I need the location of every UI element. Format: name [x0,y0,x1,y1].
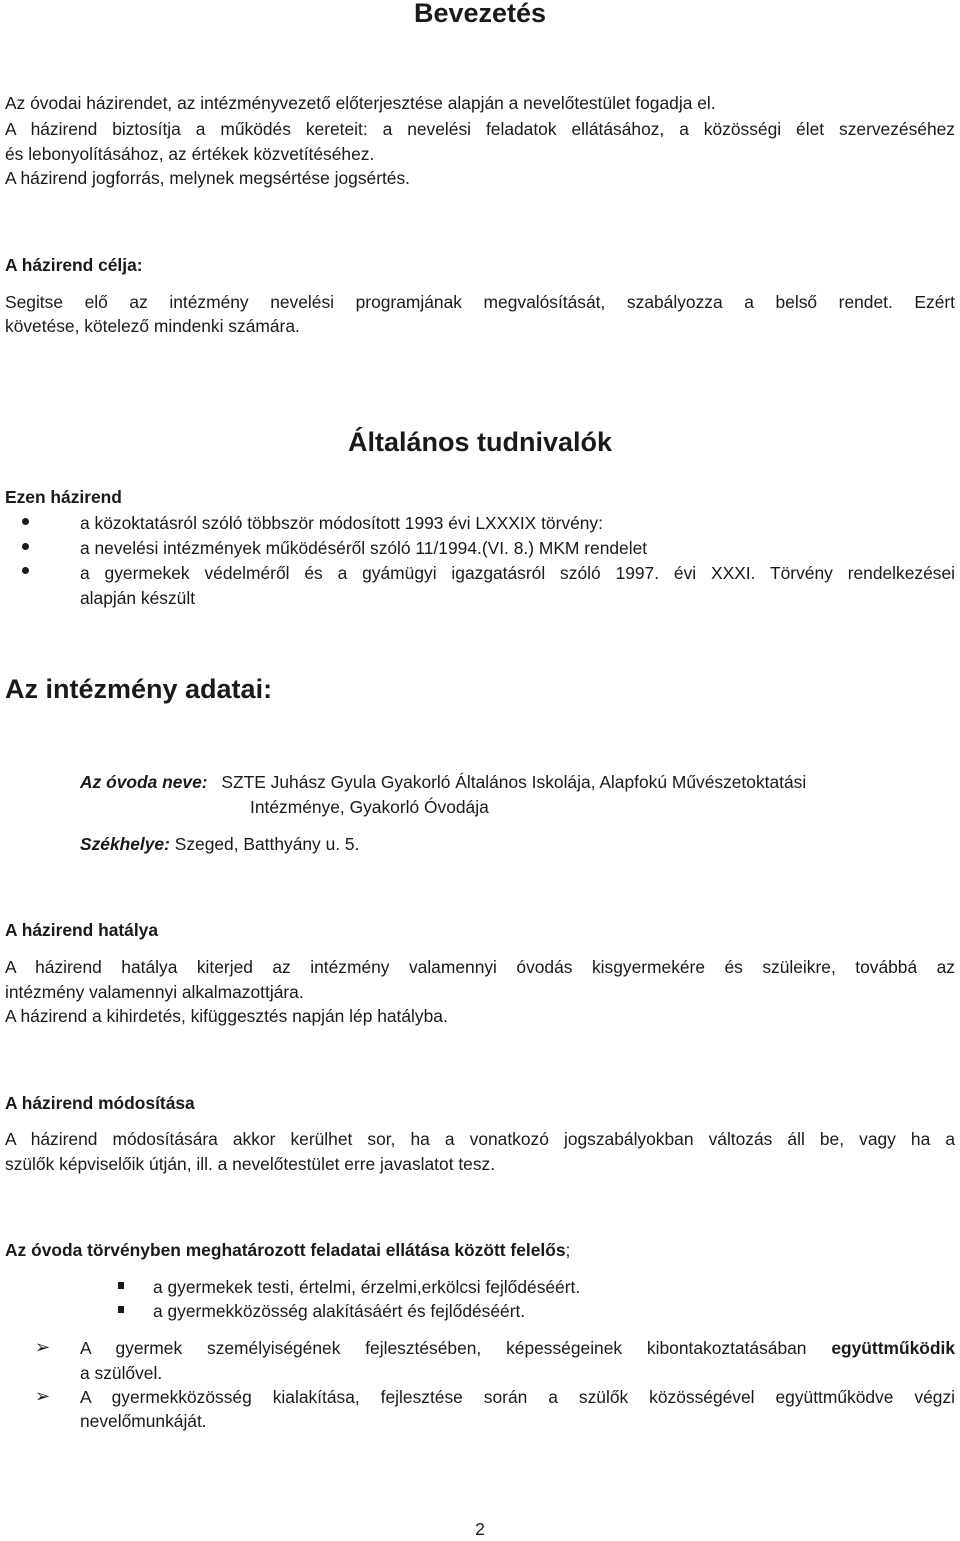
duties-arrow-item-1-bold: együttműködik [831,1338,955,1358]
duties-arrow-item-1-line-1 [80,1336,955,1360]
general-intro: Ezen házirend [5,487,122,507]
institution-seat-label: Székhelye: [80,834,170,854]
goal-line-1: Segitse elő az intézmény nevelési programjának megvalósítását, szabályozza a belső rendet. Ezért [5,292,955,312]
scope-heading: A házirend hatálya [5,920,159,940]
intro-line-3: és lebonyolításához, az értékek közvetítéséhez. [5,144,375,164]
institution-seat-value: Szeged, Batthyány u. 5. [174,834,360,854]
square-bullet-icon [118,1282,124,1289]
intro-line-4: A házirend jogforrás, melynek megsértése jogsértés. [5,168,411,188]
bullet-dot-icon [22,543,29,550]
general-heading: Általános tudnivalók [347,427,613,457]
duties-square-item-2: a gyermekközösség alakításáért és fejlődéséért. [153,1301,526,1321]
duties-arrow-item-2-line-2: nevelőmunkáját. [80,1411,207,1431]
duties-square-item-1: a gyermekek testi, értelmi, érzelmi,erkölcsi fejlődéséért. [153,1277,581,1297]
goal-heading: A házirend célja: [5,255,143,275]
general-item-3: a gyermekek védelméről és a gyámügyi igazgatásról szóló 1997. évi XXXI. Törvény rendelkezései [80,563,955,583]
general-continuation: alapján készült [80,588,196,608]
institution-heading: Az intézmény adatai: [5,674,273,704]
scope-line-2: intézmény valamennyi alkalmazottjára. [5,982,304,1002]
institution-seat-row [80,832,359,856]
goal-line-2: követése, kötelező mindenki számára. [5,316,300,336]
duties-arrow-item-1-line-2: a szülővel. [80,1363,163,1383]
arrow-bullet-icon: ➢ [35,1386,51,1406]
institution-name-line-1: SZTE Juhász Gyula Gyakorló Általános Iskolája, Alapfokú Művészetoktatási [221,772,807,792]
institution-name-label: Az óvoda neve: [80,772,208,792]
scope-line-3: A házirend a kihirdetés, kifüggesztés napján lép hatályba. [5,1006,448,1026]
institution-name-line-2: Intézménye, Gyakorló Óvodája [250,797,489,817]
modification-line-1: A házirend módosítására akkor kerülhet sor, ha a vonatkozó jogszabályokban változás áll be, vagy ha a [5,1129,955,1149]
duties-heading-row [5,1238,570,1262]
duties-heading-suffix: ; [565,1240,571,1260]
intro-line-2: A házirend biztosítja a működés kereteit: a nevelési feladatok ellátásához, a közösségi élet szervezéséhez [5,119,955,139]
institution-name-row [80,770,955,794]
modification-heading: A házirend módosítása [5,1093,195,1113]
page-title: Bevezetés [413,0,547,28]
duties-arrow-item-2-line-1: A gyermekközösség kialakítása, fejlesztése során a szülők közösségével együttműködve végzi [80,1387,955,1407]
page-number: 2 [475,1519,485,1539]
general-item-1: a közoktatásról szóló többször módosított 1993 évi LXXXIX törvény: [80,513,603,533]
modification-line-2: szülők képviselőik útján, ill. a nevelőtestület erre javaslatot tesz. [5,1154,496,1174]
square-bullet-icon [118,1306,124,1313]
general-item-2: a nevelési intézmények működéséről szóló 11/1994.(VI. 8.) MKM rendelet [80,538,648,558]
scope-line-1: A házirend hatálya kiterjed az intézmény valamennyi óvodás kisgyermekére és szüleikre, továbbá az [5,957,955,977]
bullet-dot-icon [22,567,29,574]
intro-line-1: Az óvodai házirendet, az intézményvezető előterjesztése alapján a nevelőtestület fogadja el. [5,93,716,113]
duties-arrow-item-1-text: A gyermek személyiségének fejlesztésében, képességeinek kibontakoztatásában [80,1338,832,1358]
duties-heading: Az óvoda törvényben meghatározott feladatai ellátása között felelős [5,1240,566,1260]
bullet-dot-icon [22,518,29,525]
arrow-bullet-icon: ➢ [35,1337,51,1357]
